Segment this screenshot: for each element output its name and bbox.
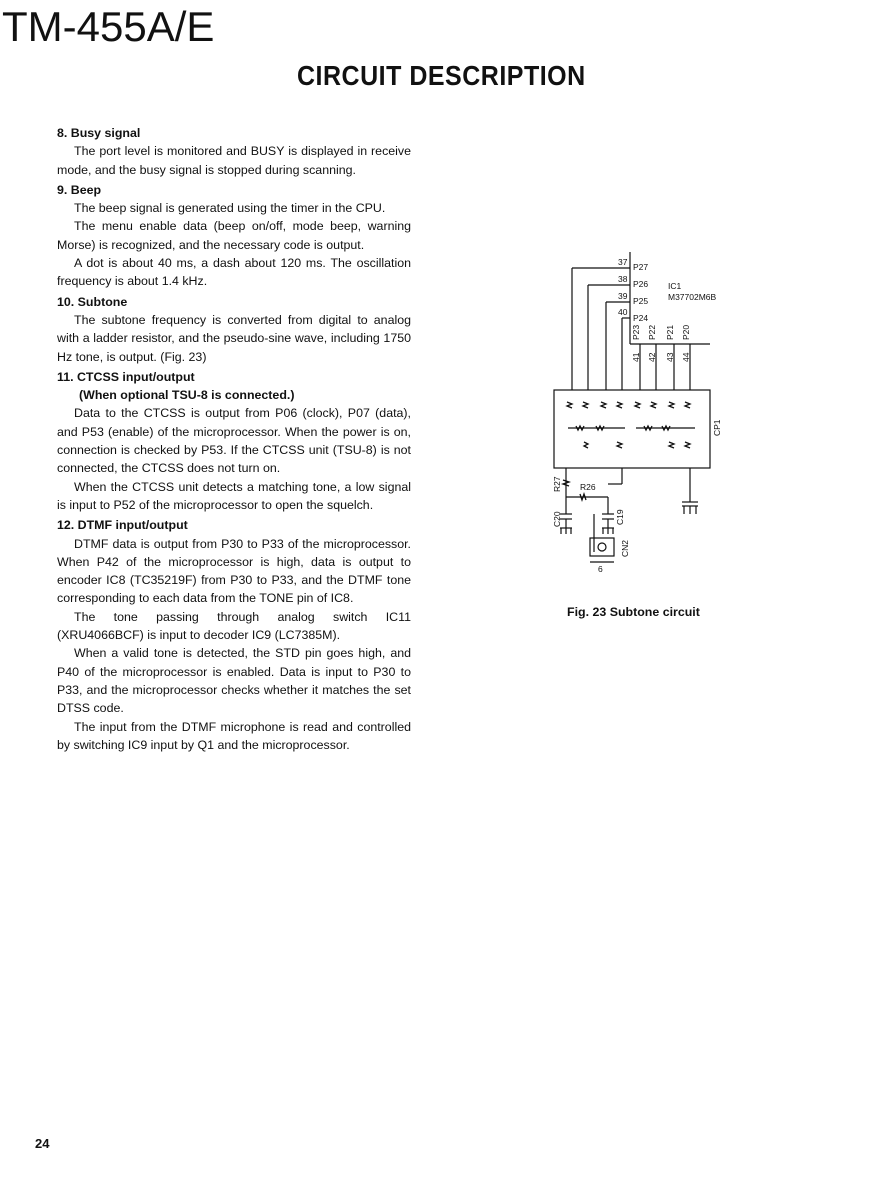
paragraph: The beep signal is generated using the timer in the CPU.	[74, 201, 386, 216]
ic-part-number: M37702M6B	[668, 292, 717, 302]
paragraph: The menu enable data (beep on/off, mode beep, warning Morse) is recognized, and the necessary code is output.	[57, 219, 411, 252]
paragraph: The subtone frequency is converted from digital to analog with a ladder resistor, and the pseudo-sine wave, including 1750 Hz tone, is output. (Fig. 23)	[57, 312, 411, 364]
ic-pin-number: 43	[665, 352, 675, 362]
ic-pin-port: P26	[633, 279, 649, 289]
paragraph: When the CTCSS unit detects a matching tone, a low signal is input to P52 of the microprocessor to open the squelch.	[57, 479, 411, 512]
ic-pin-number: 39	[618, 291, 628, 301]
c20-label: C20	[552, 511, 562, 527]
paragraph: DTMF data is output from P30 to P33 of the microprocessor. When P42 of the microprocessor is high, data is output to encoder IC8 (TC35219F) from P30 to P33, and the DTMF tone corresponding to each data from the TONE pin of IC8.	[57, 536, 411, 606]
ic-pin-number: 42	[647, 352, 657, 362]
ic-pin-port: P22	[647, 324, 657, 340]
paragraph: Data to the CTCSS is output from P06 (clock), P07 (data), and P53 (enable) of the microprocessor. When the power is on, connection is checked by P53. If the CTCSS unit (TSU-8) is not connected, the CTCSS does not turn on.	[57, 406, 411, 476]
section-heading: 12. DTMF input/output	[57, 518, 188, 533]
section-heading	[57, 368, 411, 405]
paragraph: The tone passing through analog switch IC11 (XRU4066BCF) is input to decoder IC9 (LC7385M).	[57, 609, 411, 643]
ic-pin-port: P24	[633, 313, 649, 323]
page-number: 24	[35, 1136, 50, 1151]
ic-pin-number: 44	[681, 352, 691, 362]
paragraph: When a valid tone is detected, the STD pin goes high, and P40 of the microprocessor is enabled. Data is input to P30 to P33, and the microprocessor checks whether it matches the set DTSS code.	[57, 646, 411, 716]
ic-reference: IC1	[668, 281, 682, 291]
section-dtmf	[57, 516, 411, 754]
c19-label: C19	[615, 509, 625, 525]
section-heading-main: 11. CTCSS input/output	[57, 369, 195, 384]
section-heading: 10. Subtone	[57, 294, 128, 309]
ic-pin-port: P27	[633, 262, 649, 272]
cn2-pin-number: 6	[598, 564, 603, 574]
section-busy-signal	[57, 124, 411, 179]
body-text	[57, 124, 411, 754]
ic-pin-port: P23	[631, 324, 641, 340]
section-title: CIRCUIT DESCRIPTION	[297, 60, 586, 92]
subtone-circuit-schematic	[550, 252, 730, 582]
section-subtone	[57, 293, 411, 366]
r27-label: R27	[552, 476, 562, 492]
figure-caption: Fig. 23 Subtone circuit	[567, 605, 700, 619]
paragraph: The port level is monitored and BUSY is displayed in receive mode, and the busy signal is stopped during scanning.	[57, 144, 411, 177]
r26-label: R26	[580, 482, 596, 492]
ic-pin-number: 41	[631, 352, 641, 362]
section-beep	[57, 181, 411, 291]
ic-pin-number: 37	[618, 257, 628, 267]
section-heading: 9. Beep	[57, 182, 102, 197]
ic-pin-number: 40	[618, 307, 628, 317]
model-number: TM-455A/E	[2, 3, 215, 50]
section-heading-sub: (When optional TSU-8 is connected.)	[79, 388, 295, 403]
paragraph: The input from the DTMF microphone is read and controlled by switching IC9 input by Q1 and the microprocessor.	[57, 719, 411, 752]
section-ctcss	[57, 368, 411, 514]
paragraph: A dot is about 40 ms, a dash about 120 ms. The oscillation frequency is about 1.4 kHz.	[57, 256, 411, 289]
ic-pin-port: P21	[665, 324, 675, 340]
cp-label: CP1	[712, 419, 722, 436]
section-heading: 8. Busy signal	[57, 126, 141, 140]
ic-pin-number: 38	[618, 274, 628, 284]
ic-pin-port: P20	[681, 324, 691, 340]
cn2-label: CN2	[620, 539, 630, 557]
ic-pin-port: P25	[633, 296, 649, 306]
